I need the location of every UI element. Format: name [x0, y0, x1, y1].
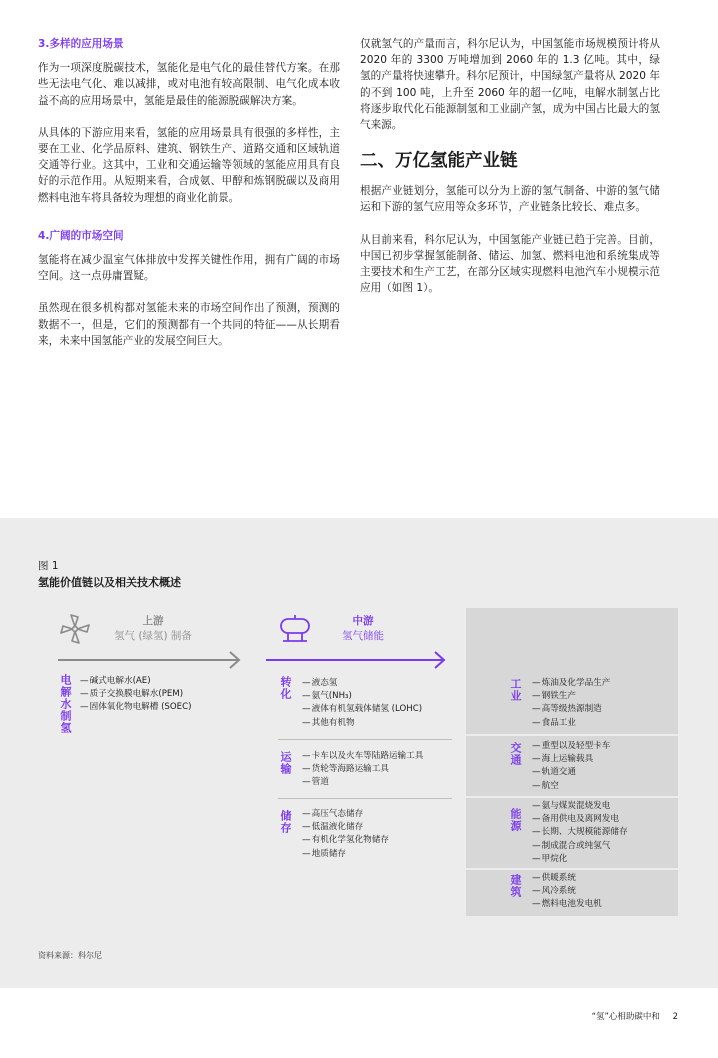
list-item: — 氨气(NH₃) — [302, 690, 462, 703]
list-item: — 低温液化储存 — [302, 821, 462, 834]
section-heading-industry-chain: 二、万亿氢能产业链 — [360, 151, 518, 172]
list-item: — 卡车以及火车等陆路运输工具 — [302, 750, 462, 763]
midstream-transport-list — [302, 750, 462, 790]
figure-title: 氢能价值链以及相关技术概述 — [38, 576, 181, 589]
group-label-transport — [278, 751, 292, 779]
list-item: — 其他有机物 — [302, 717, 462, 730]
list-item: — 食品工业 — [532, 717, 674, 730]
list-item: — 甲烷化 — [532, 853, 674, 866]
list-item: — 制成混合或纯氢气 — [532, 840, 674, 853]
left-text-column — [38, 36, 340, 365]
list-item: — 长期、大规模能源储存 — [532, 826, 674, 839]
divider — [278, 798, 452, 799]
divider — [278, 739, 452, 740]
list-item: — 炼油及化学品生产 — [532, 677, 674, 690]
paragraph: 作为一项深度脱碳技术，氢能化是电气化的最佳替代方案。在那些无法电气化、难以减排，或对电池有较高限制、电气化成本收益不高的应用场景中，氢能是最佳的能源脱碳解决方案。 — [38, 62, 340, 107]
downstream-buildings-list — [532, 872, 674, 912]
footer-brand: “氢”心相助碳中和 — [591, 1012, 660, 1022]
group-label-text: 建筑 — [509, 874, 522, 898]
group-label-electrolysis — [58, 674, 72, 738]
upstream-electrolysis-list — [80, 675, 250, 715]
right-text-column — [360, 36, 660, 312]
midstream-conversion-list — [302, 677, 462, 730]
list-item: — 地质储存 — [302, 848, 462, 861]
list-item: — 燃料电池发电机 — [532, 898, 674, 911]
list-item: — 供暖系统 — [532, 872, 674, 885]
list-item: — 高等级热源制造 — [532, 703, 674, 716]
figure-source: 资料来源：科尔尼 — [38, 951, 102, 960]
upstream-title-main: 上游 — [142, 615, 164, 627]
group-label-text: 储存 — [279, 810, 292, 834]
downstream-transportation-list — [532, 740, 674, 793]
list-item: — 液态氢 — [302, 677, 462, 690]
divider — [466, 734, 678, 736]
list-item: — 质子交换膜电解水(PEM) — [80, 688, 250, 701]
group-label-conversion — [278, 676, 292, 704]
paragraph: 仅就氢气的产量而言，科尔尼认为，中国氢能市场规模预计将从 2020 年的 3300 万吨增加到 2060 年的 1.3 亿吨。其中，绿氢的产量将快速攀升。科尔尼预计，中国绿氢产量将从 2020 年的不到 100 吨，上升至 2060 年的超一亿吨，电解水制氢占比将逐步取代化石能源制氢和工业副产氢，成为中国占比最大的氢气来源。 — [360, 38, 660, 132]
downstream-energy-list — [532, 800, 674, 866]
group-label-text: 能源 — [509, 808, 522, 832]
downstream-industry-list — [532, 677, 674, 730]
list-item: — 轨道交通 — [532, 766, 674, 779]
group-label-text: 工业 — [509, 678, 522, 702]
list-item: — 管道 — [302, 776, 462, 789]
list-item: — 海上运输载具 — [532, 753, 674, 766]
group-label-storage — [278, 810, 292, 838]
list-item: — 重型以及轻型卡车 — [532, 740, 674, 753]
paragraph: 根据产业链划分，氢能可以分为上游的氢气制备、中游的氢气储运和下游的氢气应用等众多环节，产业链条比较长、难点多。 — [360, 185, 660, 214]
paragraph: 虽然现在很多机构都对氢能未来的市场空间作出了预测，预测的数据不一，但是，它们的预测都有一个共同的特征——从长期看来，未来中国氢能产业的发展空间巨大。 — [38, 302, 340, 347]
list-item: — 钢铁生产 — [532, 690, 674, 703]
list-item: — 碱式电解水(AE) — [80, 675, 250, 688]
list-item: — 高压气态储存 — [302, 808, 462, 821]
list-item: — 有机化学氢化物储存 — [302, 834, 462, 847]
midstream-arrow — [266, 650, 448, 670]
figure-number: 图 1 — [38, 560, 59, 572]
list-item: — 航空 — [532, 780, 674, 793]
section-heading-market: 4.广阔的市场空间 — [38, 229, 124, 242]
group-label-text: 交通 — [509, 742, 522, 766]
divider — [466, 796, 678, 798]
value-chain-figure — [0, 518, 718, 988]
upstream-title-sub: 氢气 (绿氢) 制备 — [114, 630, 192, 642]
list-item: — 备用供电及离网发电 — [532, 813, 674, 826]
midstream-title-sub: 氢气储能 — [342, 630, 384, 642]
group-label-energy — [508, 808, 522, 836]
storage-tank-icon — [278, 612, 312, 646]
paragraph: 从目前来看，科尔尼认为，中国氢能产业链已趋于完善。目前，中国已初步掌握氢能制备、储运、加氢、燃料电池和系统集成等主要技术和生产工艺，在部分区域实现燃料电池汽车小规模示范应用（如图 1）。 — [360, 233, 660, 295]
divider — [466, 868, 678, 870]
group-label-text: 电解水制氢 — [59, 674, 72, 734]
group-label-text: 转化 — [279, 676, 292, 700]
midstream-title — [318, 614, 408, 644]
paragraph: 氢能将在减少温室气体排放中发挥关键性作用，拥有广阔的市场空间。这一点毋庸置疑。 — [38, 254, 340, 283]
group-label-industry — [508, 678, 522, 706]
section-heading-applications: 3.多样的应用场景 — [38, 38, 124, 50]
page-footer — [582, 1010, 678, 1022]
list-item: — 氨与煤炭混烧发电 — [532, 800, 674, 813]
midstream-storage-list — [302, 808, 462, 861]
upstream-panel — [38, 608, 250, 914]
group-label-transportation — [508, 742, 522, 770]
list-item: — 液体有机氢载体储氢 (LOHC) — [302, 703, 462, 716]
list-item: — 固体氧化物电解槽 (SOEC) — [80, 701, 250, 714]
midstream-title-main: 中游 — [352, 615, 374, 627]
group-label-buildings — [508, 874, 522, 902]
page-number: 2 — [672, 1012, 678, 1022]
paragraph: 从具体的下游应用来看，氢能的应用场景具有很强的多样性，主要在工业、化学品原料、建筑、钢铁生产、道路交通和区域轨道交通等行业。这其中，工业和交通运输等领域的氢能应用具有良好的示范作用。从短期来看，合成氨、甲醇和炼钢脱碳以及商用燃料电池车将具备较为理想的商业化前景。 — [38, 126, 340, 204]
list-item: — 货轮等海路运输工具 — [302, 763, 462, 776]
list-item: — 风冷系统 — [532, 885, 674, 898]
group-label-text: 运输 — [279, 751, 292, 775]
